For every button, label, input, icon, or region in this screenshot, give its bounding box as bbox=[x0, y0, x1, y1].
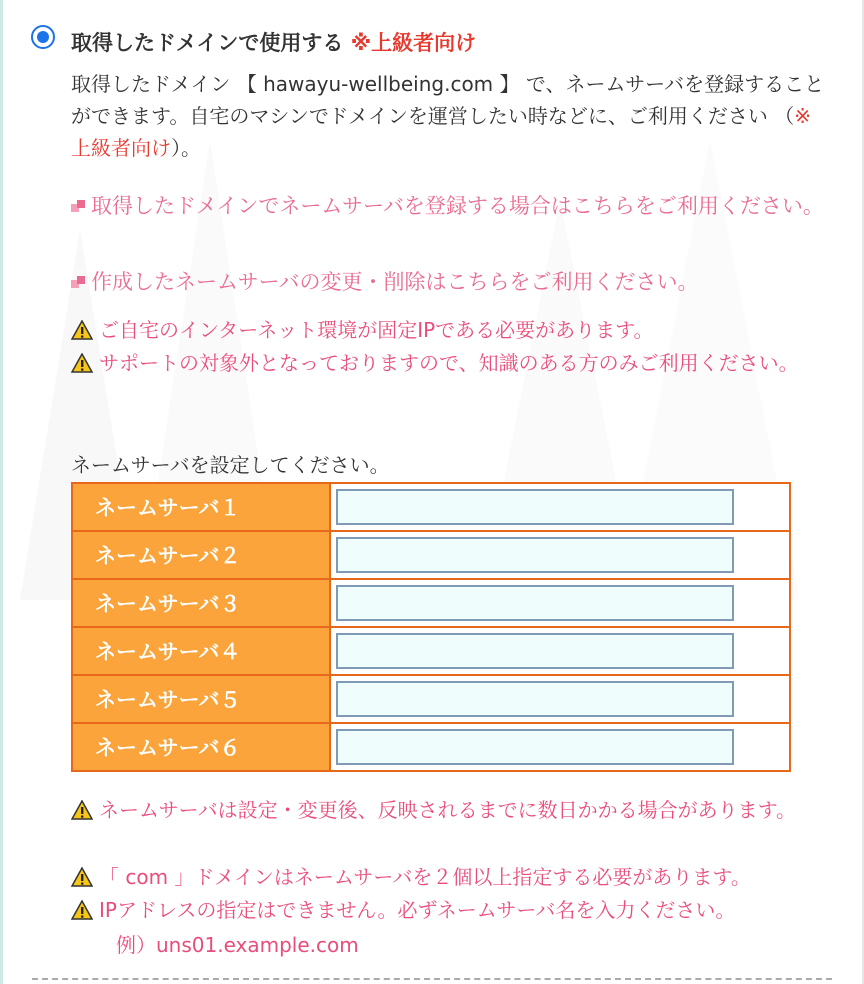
bullet-icon bbox=[71, 276, 85, 290]
nameserver-table bbox=[71, 482, 791, 772]
warning-static-ip bbox=[71, 314, 841, 346]
nameserver-label: ネームサーバ５ bbox=[72, 675, 330, 723]
section-divider bbox=[32, 978, 832, 980]
warning-support bbox=[71, 347, 841, 379]
nameserver-2-input[interactable] bbox=[336, 537, 734, 573]
table-row bbox=[72, 483, 790, 531]
nameserver-label: ネームサーバ２ bbox=[72, 531, 330, 579]
nameserver-cell bbox=[330, 531, 790, 579]
nameserver-label: ネームサーバ３ bbox=[72, 579, 330, 627]
warning-propagation bbox=[71, 794, 841, 826]
table-row bbox=[72, 579, 790, 627]
modify-link-text: 作成したネームサーバの変更・削除はこちらをご利用ください。 bbox=[91, 270, 699, 294]
warning-icon bbox=[71, 353, 93, 373]
warning-icon bbox=[71, 867, 93, 887]
warning-text: ネームサーバは設定・変更後、反映されるまでに数日かかる場合があります。 bbox=[99, 798, 796, 822]
description-advanced-tag: ※上級者向け bbox=[71, 104, 812, 160]
option-title-text: 取得したドメインで使用する bbox=[71, 31, 344, 55]
nameserver-6-input[interactable] bbox=[336, 729, 734, 765]
warning-icon bbox=[71, 320, 93, 340]
warning-icon bbox=[71, 900, 93, 920]
option-title bbox=[71, 27, 476, 57]
table-row bbox=[72, 675, 790, 723]
nameserver-cell bbox=[330, 579, 790, 627]
nameserver-cell bbox=[330, 627, 790, 675]
table-row bbox=[72, 627, 790, 675]
advanced-tag: ※上級者向け bbox=[350, 31, 477, 55]
description-text: 取得したドメイン 【 hawayu-wellbeing.com 】 で、ネームサーバを登録することができます。自宅のマシンでドメインを運営したい時などに、ご利用ください （ bbox=[71, 72, 825, 128]
nameserver-1-input[interactable] bbox=[336, 489, 734, 525]
option-description bbox=[71, 68, 831, 164]
nameserver-cell bbox=[330, 723, 790, 771]
table-row bbox=[72, 723, 790, 771]
nameserver-4-input[interactable] bbox=[336, 633, 734, 669]
register-nameserver-link[interactable] bbox=[71, 189, 841, 223]
nameserver-5-input[interactable] bbox=[336, 681, 734, 717]
warning-text: サポートの対象外となっておりますので、知識のある方のみご利用ください。 bbox=[99, 351, 799, 375]
nameserver-cell bbox=[330, 483, 790, 531]
warning-ip-address bbox=[71, 894, 841, 926]
warning-text: IPアドレスの指定はできません。必ずネームサーバ名を入力ください。 bbox=[99, 898, 736, 922]
nameserver-prompt: ネームサーバを設定してください。 bbox=[71, 453, 390, 477]
description-end: ）。 bbox=[171, 136, 201, 160]
nameserver-label: ネームサーバ６ bbox=[72, 723, 330, 771]
warning-text: 「 com 」ドメインはネームサーバを２個以上指定する必要があります。 bbox=[99, 865, 751, 889]
nameserver-label: ネームサーバ１ bbox=[72, 483, 330, 531]
nameserver-3-input[interactable] bbox=[336, 585, 734, 621]
warning-icon bbox=[71, 800, 93, 820]
nameserver-example: 例）uns01.example.com bbox=[116, 933, 359, 957]
modify-nameserver-link[interactable] bbox=[71, 265, 841, 299]
warning-com-domain bbox=[71, 861, 841, 893]
nameserver-cell bbox=[330, 675, 790, 723]
bullet-icon bbox=[71, 200, 85, 214]
table-row bbox=[72, 531, 790, 579]
warning-text: ご自宅のインターネット環境が固定IPである必要があります。 bbox=[99, 318, 654, 342]
use-acquired-domain-radio[interactable] bbox=[31, 25, 55, 49]
nameserver-label: ネームサーバ４ bbox=[72, 627, 330, 675]
register-link-text: 取得したドメインでネームサーバを登録する場合はこちらをご利用ください。 bbox=[91, 194, 824, 218]
